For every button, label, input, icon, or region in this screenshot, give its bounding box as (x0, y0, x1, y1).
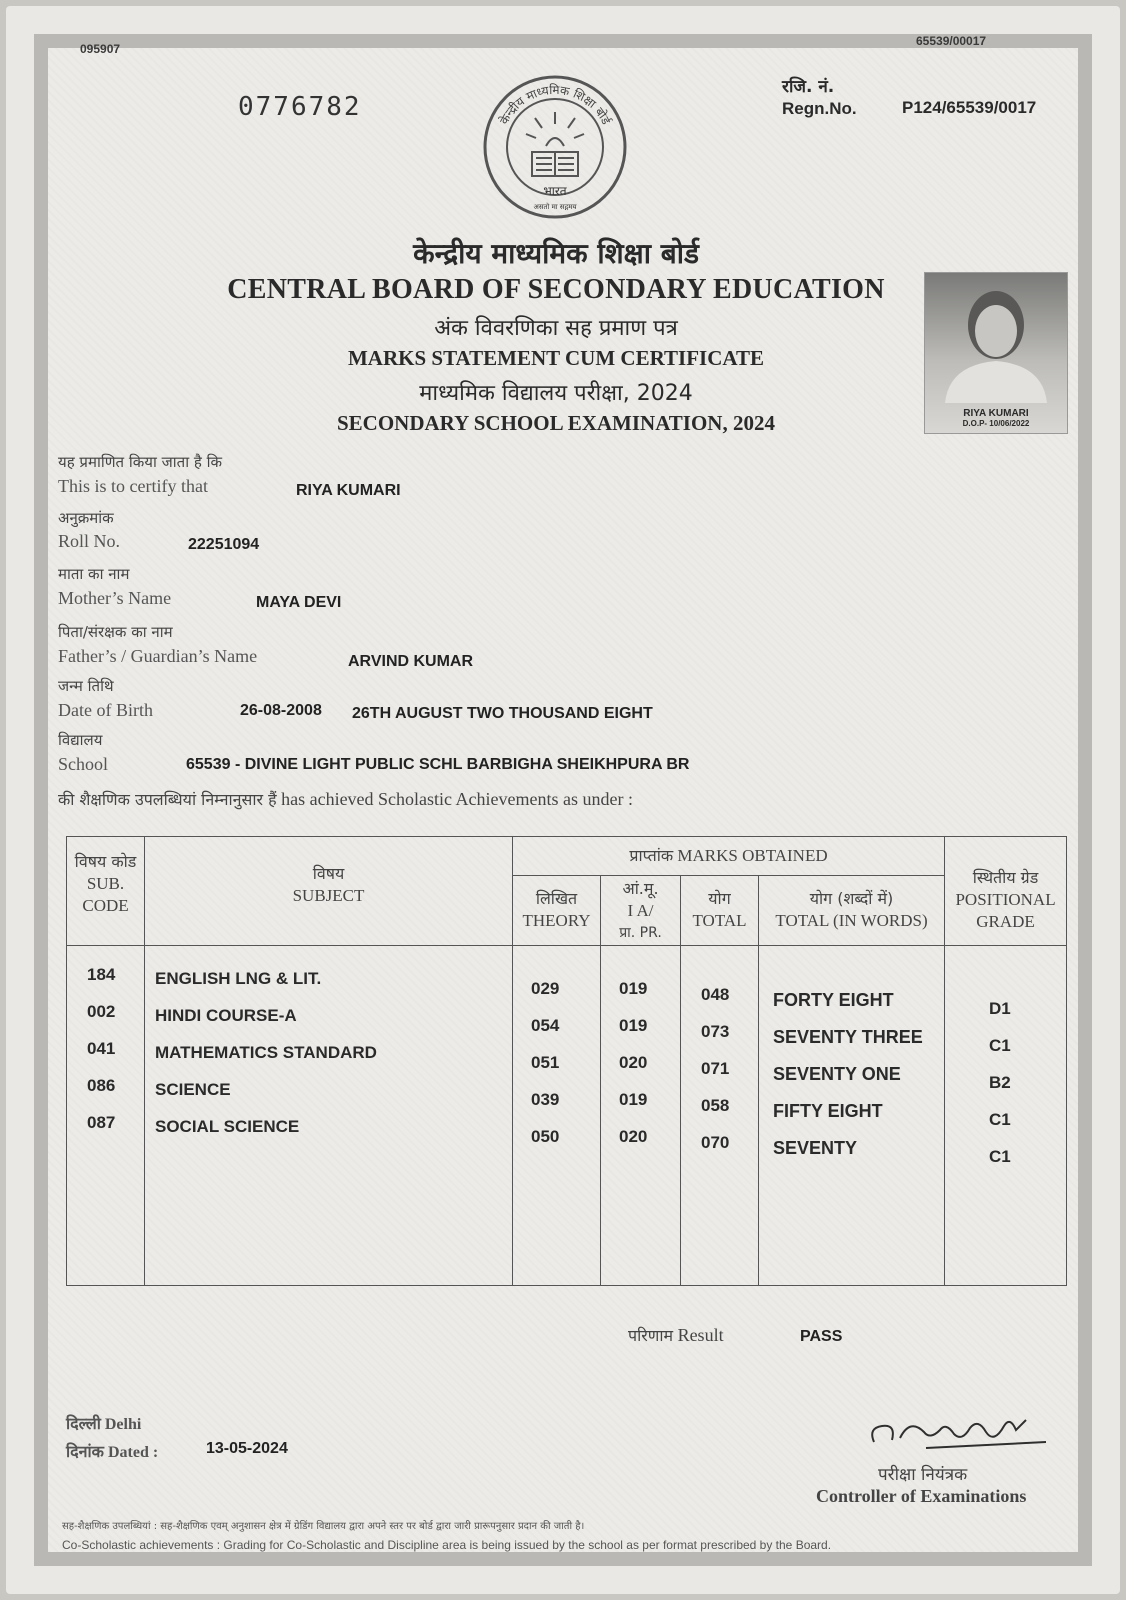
certify-label-hi: यह प्रमाणित किया जाता है कि (58, 453, 222, 471)
grade: C1 (989, 1036, 1011, 1055)
sub-code: 041 (87, 1039, 116, 1058)
achieved-hi: की शैक्षणिक उपलब्धियां निम्नानुसार हैं (58, 790, 277, 809)
col-header-ia: आं.मू. I A/ प्रा. PR. (601, 876, 681, 946)
subject-name: HINDI COURSE-A (155, 1006, 297, 1025)
photo-name: RIYA KUMARI (963, 408, 1029, 419)
corner-code-right: 65539/00017 (916, 34, 987, 48)
controller-title-en: Controller of Examinations (816, 1486, 1027, 1506)
roll-number: 22251094 (188, 536, 260, 553)
subject-name: MATHEMATICS STANDARD (155, 1043, 377, 1062)
regn-number: P124/65539/0017 (902, 98, 1037, 117)
father-label-hi: पिता/संरक्षक का नाम (58, 623, 173, 641)
controller-signature (866, 1408, 1056, 1458)
co-scholastic-note-en: Co-Scholastic achievements : Grading for Co-Scholastic and Discipline area is being issued by the school as per format prescribed by the Board. (62, 1538, 832, 1552)
achieved-line (58, 788, 633, 810)
sub-code: 002 (87, 1002, 116, 1021)
ia-column (601, 946, 681, 1286)
father-name: ARVIND KUMAR (348, 653, 474, 670)
subject-name: SOCIAL SCIENCE (155, 1117, 300, 1136)
col-header-marks: प्राप्तांक MARKS OBTAINED (513, 837, 945, 876)
theory-column (513, 946, 601, 1286)
mother-label-en: Mother’s Name (58, 588, 172, 608)
sub-code: 184 (87, 965, 116, 984)
theory-mark: 051 (531, 1053, 560, 1072)
emblem-label: केन्द्रीय माध्यमिक शिक्षा बोर्ड (496, 82, 614, 127)
theory-mark: 050 (531, 1127, 560, 1146)
grade: C1 (989, 1147, 1011, 1166)
subjects-column (145, 946, 513, 1286)
total-mark: 048 (701, 985, 730, 1004)
theory-mark: 054 (531, 1016, 560, 1035)
ia-mark: 020 (619, 1053, 648, 1072)
marks-table (66, 836, 1067, 1286)
certificate-sheet (6, 6, 1120, 1594)
regn-block (782, 76, 857, 120)
student-name: RIYA KUMARI (296, 482, 401, 499)
grade: C1 (989, 1110, 1011, 1129)
controller-title-hi: परीक्षा नियंत्रक (878, 1465, 968, 1485)
grade-column (945, 946, 1067, 1286)
father-label-en: Father’s / Guardian’s Name (58, 646, 258, 666)
sub-code: 087 (87, 1113, 116, 1132)
doc-title-hi: अंक विवरणिका सह प्रमाण पत्र (434, 316, 678, 341)
col-header-code: विषय कोड SUB. CODE (67, 837, 145, 946)
school-label-en: School (58, 754, 109, 774)
certify-label-en: This is to certify that (58, 476, 208, 496)
total-mark: 073 (701, 1022, 730, 1041)
ia-mark: 020 (619, 1127, 648, 1146)
dob-label-en: Date of Birth (58, 700, 153, 720)
achieved-en: has achieved Scholastic Achievements as under : (281, 789, 633, 809)
total-column (681, 946, 759, 1286)
col-header-grade: स्थितीय ग्रेड POSITIONAL GRADE (945, 837, 1067, 946)
total-words: SEVENTY ONE (773, 1064, 901, 1084)
dob-label-hi: जन्म तिथि (58, 677, 114, 695)
photo-dop: D.O.P- 10/06/2022 (962, 419, 1030, 428)
col-header-subject: विषय SUBJECT (145, 837, 513, 946)
sub-code: 086 (87, 1076, 116, 1095)
place: दिल्ली Delhi (66, 1414, 142, 1433)
theory-mark: 029 (531, 979, 560, 998)
roll-label-en: Roll No. (58, 531, 121, 551)
exam-title-hi: माध्यमिक विद्यालय परीक्षा, 2024 (419, 381, 693, 406)
ia-mark: 019 (619, 979, 648, 998)
ia-mark: 019 (619, 1090, 648, 1109)
col-header-theory: लिखित THEORY (513, 876, 601, 946)
grade: D1 (989, 999, 1011, 1018)
col-header-words: योग (शब्दों में) TOTAL (IN WORDS) (759, 876, 945, 946)
regn-label-en: Regn.No. (782, 99, 857, 118)
board-title-en: CENTRAL BOARD OF SECONDARY EDUCATION (227, 274, 885, 305)
ia-mark: 019 (619, 1016, 648, 1035)
date-label: दिनांक Dated : (66, 1442, 159, 1461)
exam-title-en: SECONDARY SCHOOL EXAMINATION, 2024 (337, 411, 775, 435)
student-photo (924, 272, 1068, 434)
codes-column (67, 946, 145, 1286)
doc-title-en: MARKS STATEMENT CUM CERTIFICATE (347, 346, 764, 370)
corner-code-left: 095907 (80, 42, 121, 56)
theory-mark: 039 (531, 1090, 560, 1109)
co-scholastic-note-hi: सह-शैक्षणिक उपलब्धियां : सह-शैक्षणिक एवम् अनुशासन क्षेत्र में ग्रेडिंग विद्यालय द्वारा अपने स्तर पर बोर्ड द्वारा जारी प्रारूपनुसार प्रदान की जाती है। (62, 1521, 585, 1532)
emblem-country: भारत (543, 184, 567, 198)
total-mark: 070 (701, 1133, 730, 1152)
subject-name: SCIENCE (155, 1080, 231, 1099)
grade: B2 (989, 1073, 1011, 1092)
total-words: FIFTY EIGHT (773, 1101, 883, 1121)
header-block (216, 234, 896, 436)
result-label: परिणाम Result (628, 1325, 724, 1345)
mother-name: MAYA DEVI (256, 594, 342, 611)
serial-number: 0776782 (238, 92, 362, 122)
subject-name: ENGLISH LNG & LIT. (155, 969, 322, 988)
cbse-emblem (480, 72, 630, 222)
issue-date: 13-05-2024 (206, 1440, 288, 1457)
result-value: PASS (800, 1328, 843, 1345)
total-words: SEVENTY THREE (773, 1027, 923, 1047)
dob-words: 26TH AUGUST TWO THOUSAND EIGHT (352, 705, 653, 722)
total-mark: 071 (701, 1059, 730, 1078)
dob-value: 26-08-2008 (240, 702, 322, 719)
total-words: FORTY EIGHT (773, 990, 894, 1010)
col-header-total: योग TOTAL (681, 876, 759, 946)
school-label-hi: विद्यालय (58, 731, 103, 749)
total-words: SEVENTY (773, 1138, 858, 1158)
board-title-hi: केन्द्रीय माध्यमिक शिक्षा बोर्ड (413, 237, 699, 270)
student-silhouette (925, 273, 1067, 403)
mother-label-hi: माता का नाम (58, 565, 130, 583)
total-mark: 058 (701, 1096, 730, 1115)
regn-label-hi: रजि. नं. (782, 77, 835, 97)
school-name: 65539 - DIVINE LIGHT PUBLIC SCHL BARBIGHA SHEIKHPURA BR (186, 756, 690, 773)
words-column (759, 946, 945, 1286)
emblem-motto: असतो मा सद्गमय (533, 203, 577, 211)
roll-label-hi: अनुक्रमांक (58, 509, 114, 527)
